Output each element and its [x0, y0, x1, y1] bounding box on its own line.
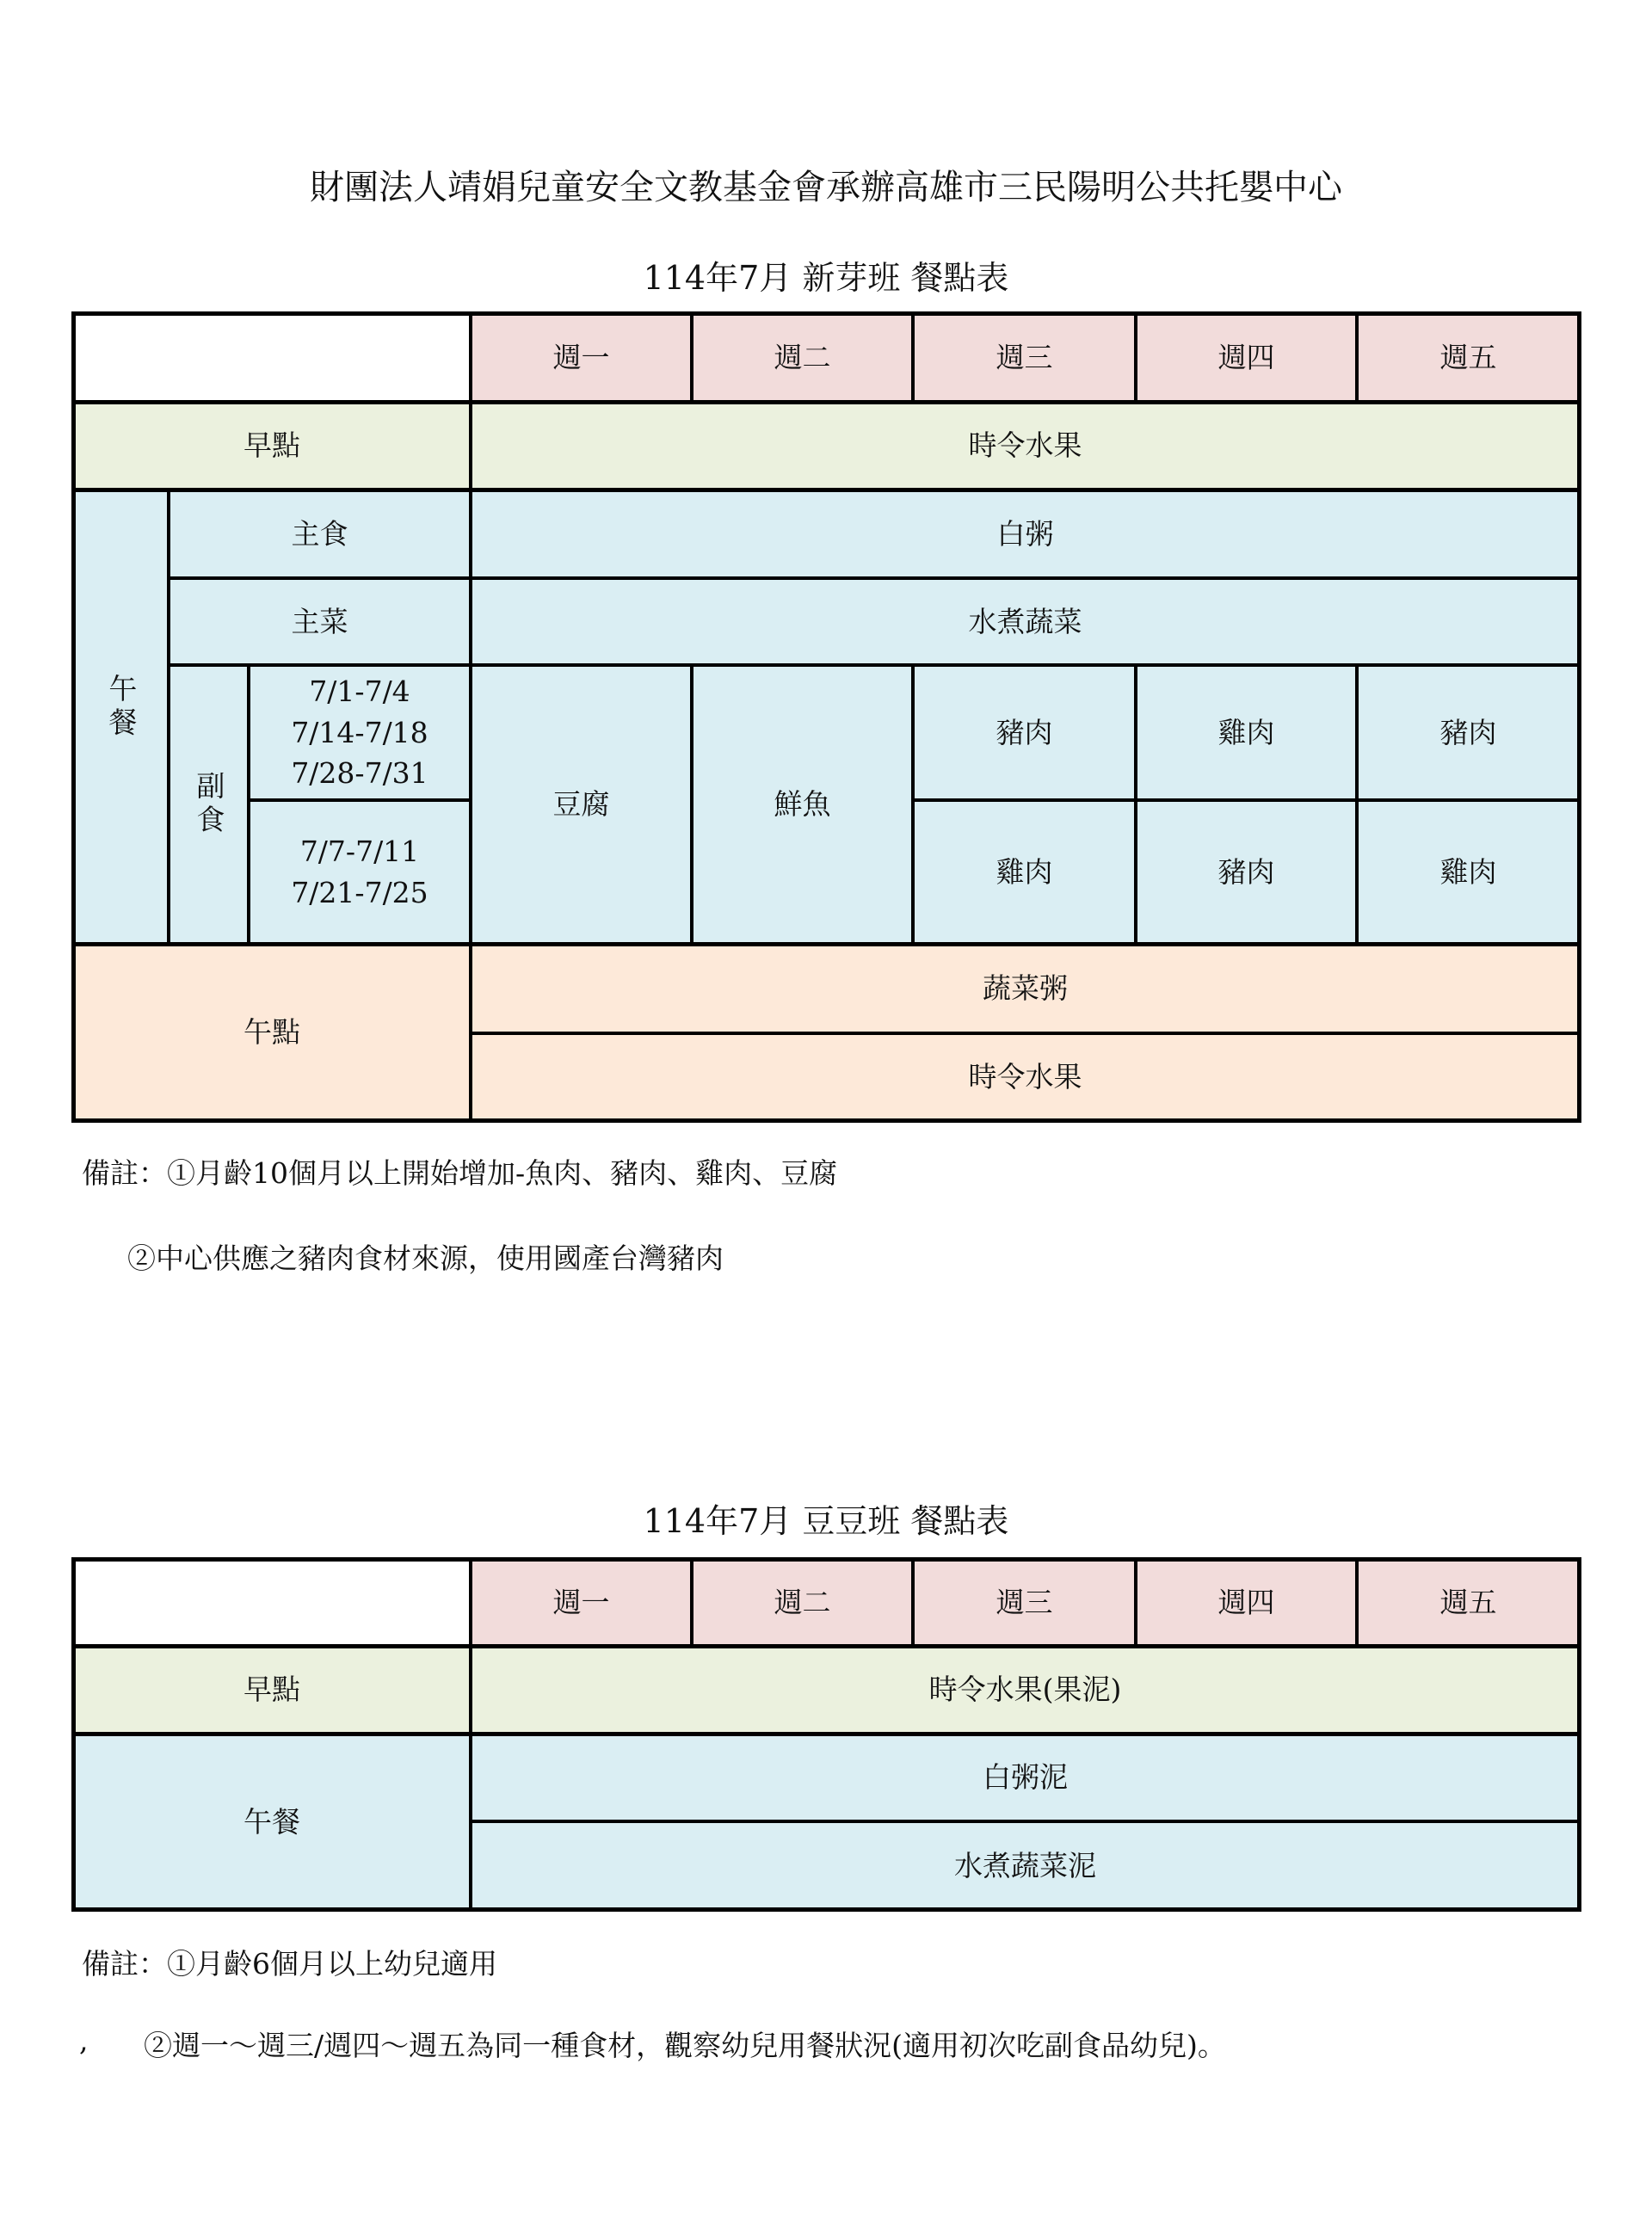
side-dish-dates-b — [249, 800, 471, 944]
side-dish-label: 副食 — [192, 771, 226, 838]
main-dish-value: 水煮蔬菜 — [471, 578, 1580, 665]
lunch-label: 午餐 — [73, 1734, 471, 1910]
main-dish-label: 主菜 — [169, 578, 471, 665]
side-dish-label-cell — [169, 665, 249, 944]
side-dish-wed-b: 雞肉 — [913, 800, 1136, 944]
date-range: 7/7-7/11 — [299, 834, 420, 868]
breakfast-value: 時令水果(果泥) — [471, 1646, 1580, 1734]
breakfast-label: 早點 — [73, 1646, 471, 1734]
staple-label: 主食 — [169, 490, 471, 578]
table1-title: 114年7月 新芽班 餐點表 — [643, 259, 1009, 297]
divider — [71, 400, 1581, 404]
header-corner-cell — [73, 1559, 471, 1646]
note-1: 備註：①月齡6個月以上幼兒適用 — [82, 1947, 497, 1981]
date-range: 7/21-7/25 — [291, 875, 428, 909]
side-dish-tue: 鮮魚 — [692, 665, 913, 944]
side-dish-wed-a: 豬肉 — [913, 665, 1136, 800]
note-1: 備註：①月齡10個月以上開始增加-魚肉、豬肉、雞肉、豆腐 — [82, 1156, 838, 1190]
date-range: 7/28-7/31 — [291, 756, 428, 791]
afternoon-snack-label: 午點 — [73, 944, 471, 1121]
side-dish-fri-b: 雞肉 — [1357, 800, 1580, 944]
header-fri: 週五 — [1357, 313, 1580, 402]
divider — [71, 1644, 1581, 1648]
staple-value: 白粥 — [471, 490, 1580, 578]
note-2: ②週一～週三/週四～週五為同一種食材，觀察幼兒用餐狀況(適用初次吃副食品幼兒)。 — [144, 2029, 1226, 2062]
divider — [71, 1732, 1581, 1736]
breakfast-value: 時令水果 — [471, 402, 1580, 490]
lunch-label-cell — [73, 490, 169, 944]
header-thu: 週四 — [1136, 313, 1357, 402]
divider — [71, 942, 1581, 946]
afternoon-snack-item: 時令水果 — [471, 1033, 1580, 1121]
side-dish-mon: 豆腐 — [471, 665, 692, 944]
side-dish-thu-b: 豬肉 — [1136, 800, 1357, 944]
side-dish-thu-a: 雞肉 — [1136, 665, 1357, 800]
afternoon-snack-item: 蔬菜粥 — [471, 944, 1580, 1033]
header-mon: 週一 — [471, 1559, 692, 1646]
note-2: ②中心供應之豬肉食材來源，使用國產台灣豬肉 — [127, 1241, 724, 1275]
lunch-label: 午餐 — [104, 674, 139, 741]
date-range: 7/1-7/4 — [309, 674, 410, 708]
side-dish-fri-a: 豬肉 — [1357, 665, 1580, 800]
header-tue: 週二 — [692, 313, 913, 402]
note-comma: , — [79, 2024, 89, 2057]
header-tue: 週二 — [692, 1559, 913, 1646]
lunch-item: 水煮蔬菜泥 — [471, 1821, 1580, 1910]
header-thu: 週四 — [1136, 1559, 1357, 1646]
table2-title: 114年7月 豆豆班 餐點表 — [643, 1502, 1009, 1540]
header-corner-cell — [73, 313, 471, 402]
breakfast-label: 早點 — [73, 402, 471, 490]
organization-title: 財團法人靖娟兒童安全文教基金會承辦高雄市三民陽明公共托嬰中心 — [310, 168, 1342, 207]
header-mon: 週一 — [471, 313, 692, 402]
lunch-item: 白粥泥 — [471, 1734, 1580, 1821]
header-wed: 週三 — [913, 1559, 1136, 1646]
side-dish-dates-a — [249, 665, 471, 800]
header-fri: 週五 — [1357, 1559, 1580, 1646]
date-range: 7/14-7/18 — [291, 715, 428, 749]
header-wed: 週三 — [913, 313, 1136, 402]
divider — [71, 488, 1581, 492]
